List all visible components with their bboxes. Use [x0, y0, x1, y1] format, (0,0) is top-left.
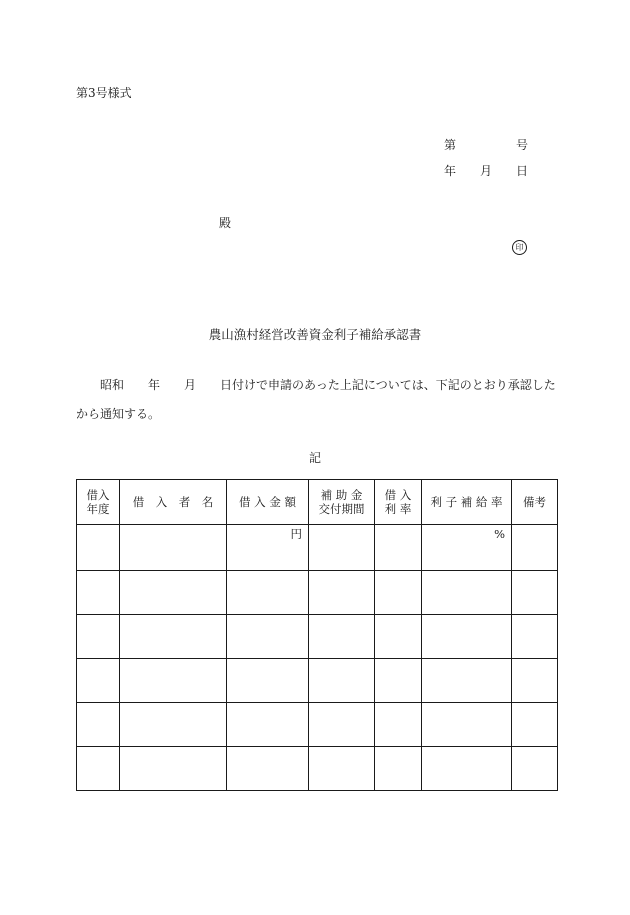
table-cell[interactable]	[375, 747, 422, 791]
header-borrow-year: 借入 年度	[77, 480, 120, 525]
table-cell[interactable]	[512, 747, 558, 791]
table-cell[interactable]	[120, 525, 227, 571]
table-cell[interactable]	[77, 659, 120, 703]
amount-unit-cell[interactable]: 円	[227, 525, 309, 571]
table-cell[interactable]	[309, 615, 375, 659]
table-cell[interactable]	[77, 703, 120, 747]
header-remarks: 備考	[512, 480, 558, 525]
ki-heading: 記	[308, 451, 321, 465]
table-cell[interactable]	[422, 615, 512, 659]
table-row	[77, 659, 558, 703]
addressee-suffix: 殿	[219, 216, 232, 230]
table-row	[77, 703, 558, 747]
table-cell[interactable]	[422, 659, 512, 703]
header-interest-subsidy-rate: 利 子 補 給 率	[422, 480, 512, 525]
document-title: 農山漁村経営改善資金利子補給承認書	[208, 327, 422, 342]
rate-unit-cell[interactable]: %	[422, 525, 512, 571]
body-era: 昭和	[100, 378, 125, 392]
table-cell[interactable]	[375, 703, 422, 747]
table-cell[interactable]	[422, 747, 512, 791]
table-cell[interactable]	[375, 525, 422, 571]
table-cell[interactable]	[227, 571, 309, 615]
table-cell[interactable]	[77, 747, 120, 791]
table-cell[interactable]	[422, 703, 512, 747]
table-cell[interactable]	[77, 615, 120, 659]
table-row	[77, 615, 558, 659]
table-cell[interactable]	[77, 571, 120, 615]
table-cell[interactable]	[309, 571, 375, 615]
table-cell[interactable]	[227, 703, 309, 747]
table-cell[interactable]	[77, 525, 120, 571]
table-cell[interactable]	[375, 571, 422, 615]
body-text-line1	[100, 378, 556, 392]
table-cell[interactable]	[512, 525, 558, 571]
table-cell[interactable]	[120, 571, 227, 615]
document-date	[444, 164, 528, 178]
approval-table	[76, 479, 558, 791]
body-month: 月	[184, 378, 197, 392]
doc-number-suffix: 号	[515, 138, 528, 152]
document-number	[444, 138, 528, 152]
table-cell[interactable]	[120, 747, 227, 791]
body-rest: 日付けで申請のあった上記については、下記のとおり承認した	[220, 378, 556, 392]
doc-number-prefix: 第	[444, 138, 457, 152]
header-loan-amount: 借 入 金 額	[227, 480, 309, 525]
date-day: 日	[515, 164, 528, 178]
table-cell[interactable]	[120, 659, 227, 703]
header-borrower-name: 借 入 者 名	[120, 480, 227, 525]
table-cell[interactable]	[309, 525, 375, 571]
table-cell[interactable]	[309, 659, 375, 703]
table-cell[interactable]	[512, 571, 558, 615]
table-cell[interactable]	[375, 615, 422, 659]
table-cell[interactable]	[120, 703, 227, 747]
body-year: 年	[148, 378, 161, 392]
table-row	[77, 571, 558, 615]
header-subsidy-period: 補 助 金 交付期間	[309, 480, 375, 525]
table-cell[interactable]	[422, 571, 512, 615]
table-cell[interactable]	[227, 659, 309, 703]
seal-icon: 印	[512, 240, 527, 255]
table-cell[interactable]	[512, 703, 558, 747]
header-borrow-rate: 借 入 利 率	[375, 480, 422, 525]
table-row	[77, 747, 558, 791]
table-cell[interactable]	[227, 615, 309, 659]
form-number: 第3号様式	[76, 86, 132, 100]
table-cell[interactable]	[512, 615, 558, 659]
table-cell[interactable]	[120, 615, 227, 659]
body-text-line2: から通知する。	[76, 407, 161, 421]
table-header-row	[77, 480, 558, 525]
date-month: 月	[479, 164, 492, 178]
table-cell[interactable]	[227, 747, 309, 791]
table-row	[77, 525, 558, 571]
table-cell[interactable]	[309, 747, 375, 791]
table-cell[interactable]	[375, 659, 422, 703]
table-cell[interactable]	[309, 703, 375, 747]
date-year: 年	[444, 164, 457, 178]
table-cell[interactable]	[512, 659, 558, 703]
